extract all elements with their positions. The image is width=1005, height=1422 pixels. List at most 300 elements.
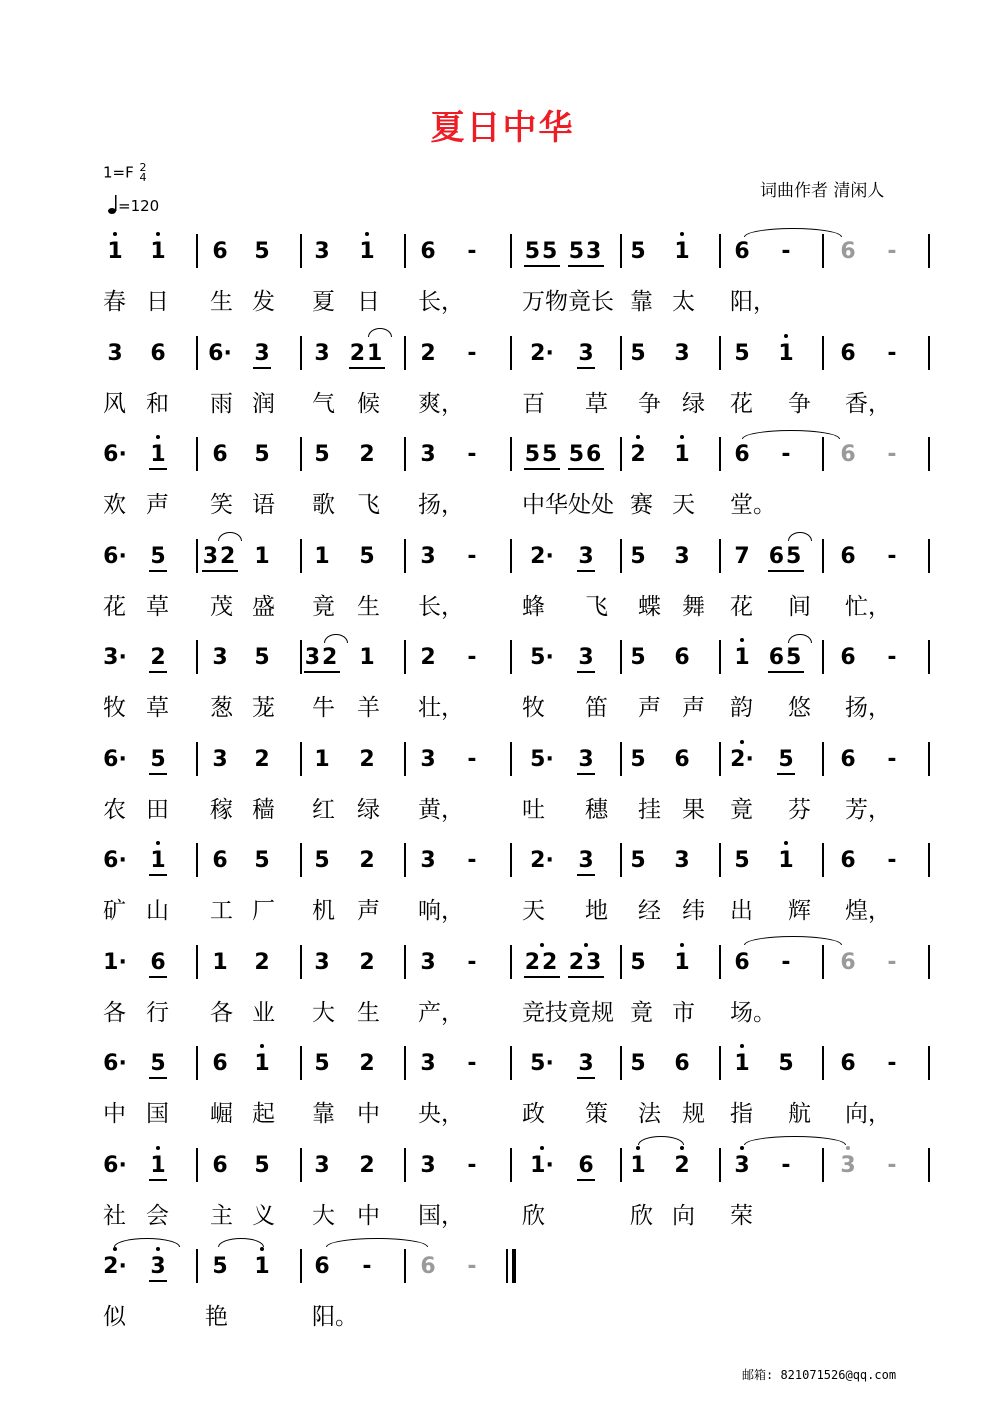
tie-arc (218, 532, 242, 541)
barline (404, 234, 406, 268)
underline (768, 671, 804, 673)
barline (196, 640, 198, 674)
barline (196, 945, 198, 979)
lyric: 航 (788, 1101, 811, 1127)
underline (577, 367, 595, 369)
lyric: 太 (672, 289, 695, 315)
note: 5 (359, 543, 375, 569)
note: 1 (144, 847, 172, 875)
lyric: 向， (845, 1101, 891, 1127)
note: 3 (420, 1152, 436, 1178)
note: 6 (840, 848, 856, 873)
lyric: 葱 (210, 695, 233, 721)
key-signature: 1=F 2 4 (103, 161, 147, 184)
note: 6· (103, 442, 127, 467)
high-octave-dot (680, 435, 684, 439)
note: 5 (778, 746, 794, 772)
lyric: 羊 (357, 695, 380, 721)
underline (524, 265, 560, 267)
high-octave-dot (636, 435, 640, 439)
lyric: 主 (210, 1202, 233, 1229)
note: 2 (359, 1152, 375, 1178)
note: 1 (144, 238, 172, 266)
note: 5 (212, 1254, 228, 1279)
note: 3 (107, 340, 123, 366)
tie-arc (324, 634, 348, 643)
barline (510, 1046, 512, 1080)
lyric: 草 (585, 390, 608, 417)
note: 32 (304, 645, 340, 670)
barline (928, 1046, 930, 1080)
note: 21 (349, 340, 385, 366)
lyric: 茏 (252, 695, 275, 721)
lyric: 红 (312, 796, 335, 823)
lyric: 经 (638, 898, 661, 924)
note: - (467, 645, 477, 670)
lyric: 爽， (418, 390, 464, 417)
lyric: 草 (146, 695, 169, 721)
lyric: 阳， (730, 289, 776, 315)
lyric: 大 (312, 999, 335, 1026)
note: 6· (103, 746, 127, 772)
note: 6 (150, 340, 166, 366)
lyric: 纬 (682, 898, 705, 924)
underline (568, 468, 604, 470)
note: 6 (840, 442, 856, 467)
lyric: 牧 (103, 695, 126, 721)
lyric: 忙， (845, 593, 891, 620)
lyric: 社 (103, 1202, 126, 1229)
barline (196, 437, 198, 471)
note: 3 (578, 1051, 594, 1076)
note: 2· (530, 848, 554, 873)
barline (620, 945, 622, 979)
lyric: 声 (638, 695, 661, 721)
underline (149, 671, 167, 673)
lyric: 场。 (730, 999, 776, 1026)
barline (510, 234, 512, 268)
tie-arc (788, 532, 812, 541)
note: 5 (254, 442, 270, 467)
lyric: 挂 (638, 796, 661, 823)
high-octave-dot (156, 435, 160, 439)
underline (577, 1179, 595, 1181)
note: 5 (150, 746, 166, 772)
note: - (887, 645, 897, 670)
lyric: 产， (418, 999, 464, 1026)
note: 2 (420, 340, 436, 366)
underline (577, 1077, 595, 1079)
barline (404, 1249, 406, 1283)
note: 1· (528, 1152, 556, 1180)
note: - (362, 1254, 372, 1279)
high-octave-dot (784, 334, 788, 338)
lyric: 竟 (730, 796, 753, 823)
high-octave-dot (740, 1044, 744, 1048)
note: - (887, 949, 897, 975)
note: 2· (530, 543, 554, 569)
note: 5 (314, 442, 330, 467)
barline (822, 336, 824, 370)
note: 3 (728, 1152, 756, 1180)
lyric: 指 (730, 1101, 753, 1127)
tie-arc (744, 1136, 846, 1145)
barline (196, 234, 198, 268)
barline (928, 742, 930, 776)
note: 5 (150, 1051, 166, 1076)
barline (928, 234, 930, 268)
note: 2 (359, 949, 375, 975)
note: 2 (254, 746, 270, 772)
lyric: 声 (146, 492, 169, 518)
barline (300, 539, 302, 573)
note: - (887, 1152, 897, 1178)
tie-arc (744, 228, 842, 237)
tempo-marking: =120 (108, 195, 159, 215)
lyric: 气 (312, 390, 335, 417)
note: 6 (420, 1254, 436, 1279)
barline (510, 336, 512, 370)
note: 1 (101, 238, 129, 266)
lyric: 香， (845, 390, 891, 417)
barline (822, 1046, 824, 1080)
lyric: 国， (418, 1202, 464, 1229)
barline (928, 539, 930, 573)
note: 5 (630, 340, 646, 366)
barline (719, 437, 721, 471)
barline (510, 1148, 512, 1182)
barline (196, 742, 198, 776)
note: 6 (212, 239, 228, 264)
note: 6 (840, 1051, 856, 1076)
barline (719, 640, 721, 674)
barline (300, 843, 302, 877)
barline (510, 945, 512, 979)
barline (620, 234, 622, 268)
underline (149, 976, 167, 978)
tie-arc (114, 1238, 180, 1247)
barline (719, 843, 721, 877)
lyric: 蜂 (522, 593, 545, 620)
note: 3 (144, 1253, 172, 1281)
lyric: 草 (146, 593, 169, 620)
underline (149, 874, 167, 876)
lyric: 牛 (312, 695, 335, 721)
note: 6 (212, 1051, 228, 1076)
lyric: 业 (252, 999, 275, 1026)
barline (404, 1046, 406, 1080)
note: 6 (674, 645, 690, 670)
barline (300, 742, 302, 776)
lyric: 央， (418, 1101, 464, 1127)
lyric: 日 (146, 289, 169, 315)
note: 5 (254, 1152, 270, 1178)
note: - (887, 442, 897, 467)
lyric: 穑 (252, 796, 275, 823)
lyric: 百 (522, 390, 545, 417)
lyric: 似 (103, 1304, 126, 1330)
note: 1 (248, 1253, 276, 1281)
author-credit: 词曲作者 清闲人 (760, 181, 885, 201)
note: 6 (840, 949, 856, 975)
note: 5 (734, 848, 750, 873)
underline (577, 570, 595, 572)
note: - (781, 1152, 791, 1178)
note: 1 (254, 543, 270, 569)
lyric: 笛 (585, 695, 608, 721)
note: - (467, 1051, 477, 1076)
lyric: 大 (312, 1202, 335, 1229)
note: 6 (840, 239, 856, 264)
underline (253, 367, 271, 369)
note: 2 (420, 645, 436, 670)
note: 6 (734, 442, 750, 467)
barline (404, 1148, 406, 1182)
note: 55 (524, 442, 560, 467)
lyric: 吐 (522, 796, 545, 823)
note: 5· (530, 1051, 554, 1076)
note: 6 (734, 949, 750, 975)
barline (300, 945, 302, 979)
tie-arc (326, 1238, 428, 1247)
barline (822, 234, 824, 268)
lyric: 天 (672, 492, 695, 518)
lyric: 芳， (845, 796, 891, 823)
lyric: 歌 (312, 492, 335, 518)
note: 6 (840, 746, 856, 772)
note: 6 (314, 1254, 330, 1279)
lyric: 厂 (252, 898, 275, 924)
note: 2 (359, 848, 375, 873)
high-octave-dot (156, 841, 160, 845)
lyric: 规 (682, 1101, 705, 1127)
barline (196, 1046, 198, 1080)
high-octave-dot (540, 1146, 544, 1150)
note: 7 (734, 543, 750, 569)
barline (928, 640, 930, 674)
lyric: 艳 (205, 1304, 228, 1330)
time-signature: 2 4 (139, 161, 147, 184)
lyric: 中 (357, 1101, 380, 1127)
note: 6 (420, 239, 436, 264)
note: 5 (630, 543, 646, 569)
lyric: 出 (730, 898, 753, 924)
barline (928, 1148, 930, 1182)
note: - (467, 949, 477, 975)
note: 1 (144, 1152, 172, 1180)
note: 2 (359, 746, 375, 772)
barline (719, 945, 721, 979)
note: - (467, 848, 477, 873)
note: 1 (353, 238, 381, 266)
lyric: 果 (682, 796, 705, 823)
note: 6 (840, 645, 856, 670)
note: - (887, 239, 897, 264)
tie-arc (638, 1136, 684, 1145)
underline (524, 976, 560, 978)
lyric: 市 (672, 999, 695, 1026)
lyric: 舞 (682, 593, 705, 620)
note: - (467, 239, 477, 264)
note: - (887, 340, 897, 366)
note: 5· (530, 645, 554, 670)
note: 5 (254, 645, 270, 670)
note: 1 (314, 746, 330, 772)
high-octave-dot (113, 232, 117, 236)
note: 1 (359, 645, 375, 670)
lyric: 竞技竟规 (522, 999, 614, 1026)
note: 6 (212, 442, 228, 467)
underline (577, 874, 595, 876)
note: 1 (144, 441, 172, 469)
lyric: 政 (522, 1101, 545, 1127)
lyric: 润 (252, 390, 275, 417)
lyric: 壮， (418, 695, 464, 721)
note: 1 (728, 1050, 756, 1078)
lyric: 飞 (357, 492, 380, 518)
note: - (467, 1152, 477, 1178)
lyric: 会 (146, 1202, 169, 1229)
barline (510, 843, 512, 877)
note: 32 (202, 543, 238, 569)
song-title: 夏日中华 (430, 108, 575, 148)
note: 65 (768, 543, 804, 569)
lyric: 中 (357, 1202, 380, 1229)
note: - (467, 746, 477, 772)
note: - (467, 442, 477, 467)
note: 3 (420, 1051, 436, 1076)
note: 3· (103, 645, 127, 670)
lyric: 日 (357, 289, 380, 315)
lyric: 长， (418, 289, 464, 315)
high-octave-dot (680, 943, 684, 947)
note: 6 (840, 543, 856, 569)
lyric: 竟 (312, 593, 335, 620)
note: 5 (314, 1051, 330, 1076)
lyric: 长， (418, 593, 464, 620)
note: 6· (103, 1051, 127, 1076)
note: 2 (150, 645, 166, 670)
lyric: 牧 (522, 695, 545, 721)
lyric: 生 (357, 999, 380, 1026)
note: 1 (248, 1050, 276, 1078)
barline (620, 539, 622, 573)
note: 6 (212, 1152, 228, 1178)
lyric: 雨 (210, 390, 233, 417)
underline (349, 367, 385, 369)
lyric: 矿 (103, 898, 126, 924)
high-octave-dot (113, 1247, 117, 1251)
note: - (781, 442, 791, 467)
note: 3 (212, 746, 228, 772)
lyric: 蝶 (638, 593, 661, 620)
lyric: 山 (146, 898, 169, 924)
barline (822, 1148, 824, 1182)
barline (404, 539, 406, 573)
note: 3 (420, 543, 436, 569)
barline (822, 945, 824, 979)
barline (620, 1046, 622, 1080)
barline (719, 742, 721, 776)
lyric: 国 (146, 1101, 169, 1127)
lyric: 法 (638, 1101, 661, 1127)
barline (300, 1046, 302, 1080)
lyric: 稼 (210, 796, 233, 823)
barline (404, 640, 406, 674)
underline (304, 671, 340, 673)
tie-arc (788, 634, 812, 643)
underline (149, 773, 167, 775)
note: 3 (420, 746, 436, 772)
barline (300, 1148, 302, 1182)
lyric: 候 (357, 390, 380, 417)
lyric: 响， (418, 898, 464, 924)
barline (928, 945, 930, 979)
underline (149, 1077, 167, 1079)
lyric: 各 (210, 999, 233, 1026)
high-octave-dot (846, 1146, 850, 1150)
high-octave-dot (156, 1247, 160, 1251)
note: 6· (103, 848, 127, 873)
note: - (781, 239, 791, 264)
note: 3 (420, 442, 436, 467)
lyric: 赛 (630, 492, 653, 518)
note: 3 (212, 645, 228, 670)
lyric: 悠 (788, 695, 811, 721)
note: 2· (530, 340, 554, 366)
high-octave-dot (740, 740, 744, 744)
high-octave-dot (540, 943, 544, 947)
quarter-note-icon (108, 195, 118, 215)
barline (196, 1249, 198, 1283)
lyric: 争 (788, 390, 811, 417)
note: 1 (624, 1152, 652, 1180)
note: - (887, 543, 897, 569)
note: 2· (728, 746, 756, 774)
barline (404, 742, 406, 776)
lyric: 地 (585, 898, 608, 924)
underline (524, 468, 560, 470)
lyric: 起 (252, 1101, 275, 1127)
lyric: 绿 (357, 796, 380, 823)
barline (620, 437, 622, 471)
barline (719, 234, 721, 268)
lyric: 机 (312, 898, 335, 924)
final-barline (506, 1249, 508, 1283)
lyric: 花 (730, 390, 753, 417)
note: 6 (674, 1051, 690, 1076)
lyric: 扬， (845, 695, 891, 721)
underline (149, 468, 167, 470)
note: 65 (768, 645, 804, 670)
note: - (467, 340, 477, 366)
lyric: 竟 (630, 999, 653, 1026)
note: 3 (314, 949, 330, 975)
underline (768, 570, 804, 572)
barline (719, 1148, 721, 1182)
barline (928, 843, 930, 877)
barline (620, 336, 622, 370)
lyric: 声 (682, 695, 705, 721)
lyric: 绿 (682, 390, 705, 417)
note: 6· (208, 340, 232, 366)
underline (777, 773, 795, 775)
note: 5 (630, 239, 646, 264)
note: 3 (578, 543, 594, 569)
note: 6· (103, 1152, 127, 1178)
note: - (781, 949, 791, 975)
note: 5 (254, 239, 270, 264)
